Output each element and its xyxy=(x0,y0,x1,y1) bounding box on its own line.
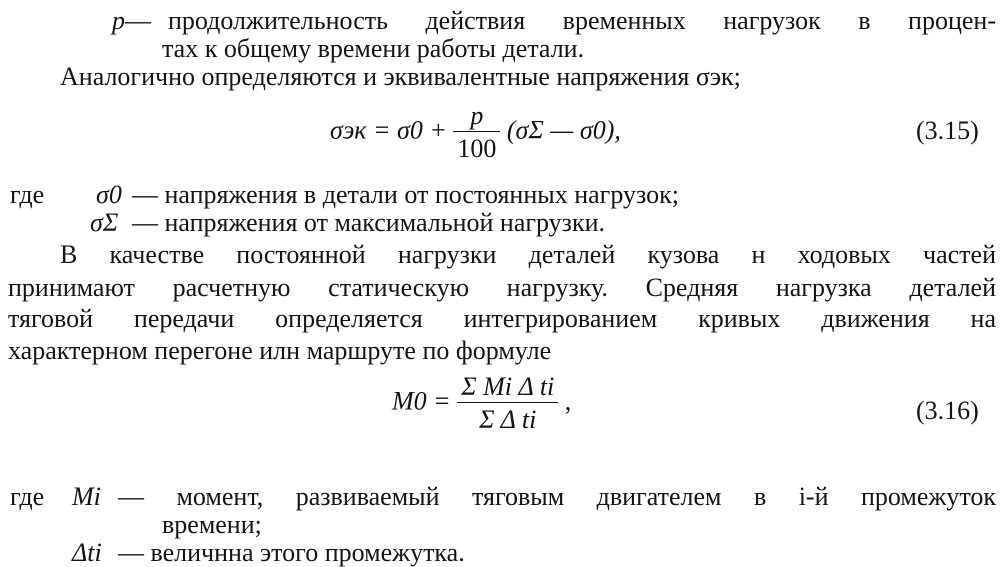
where-2-item-2-symbol: Δti xyxy=(72,538,102,567)
equation-3-15-fraction xyxy=(453,103,500,162)
equation-3-16-fraction xyxy=(457,374,558,433)
where-2-item-1-symbol: Mi xyxy=(72,482,101,511)
equation-3-16-numerator: Σ Mi Δ ti xyxy=(457,374,558,403)
equation-3-15-number: (3.15) xyxy=(916,116,979,145)
intro-sentence: Аналогично определяются и эквивалентные напряжения σэк; xyxy=(60,62,741,91)
equation-3-16-tail: , xyxy=(564,386,572,416)
equation-3-15 xyxy=(330,103,621,162)
where-1-item-2-symbol: σΣ xyxy=(90,208,119,237)
where-word-1: где xyxy=(10,180,45,209)
paragraph-line-1: В качестве постоянной нагрузки деталей кузова н ходовых частей xyxy=(60,240,996,269)
definition-p-symbol: p— xyxy=(112,6,151,35)
equation-3-16-denominator: Σ Δ ti xyxy=(479,405,537,434)
equation-3-15-lhs: σэк = σ0 + xyxy=(330,115,447,145)
where-1-item-1-text: — напряжения в детали от постоянных нагрузок; xyxy=(132,180,679,209)
where-word-2: где xyxy=(10,482,45,511)
equation-3-16 xyxy=(392,374,571,433)
paragraph-line-3: тяговой передачи определяется интегрированием кривых движения на xyxy=(8,304,996,333)
definition-p-line-2: тах к общему времени работы детали. xyxy=(162,34,585,63)
where-2-item-2-text: — величнна этого промежутка. xyxy=(118,538,465,567)
paragraph-line-4: характерном перегоне илн маршруте по формуле xyxy=(8,336,552,365)
equation-3-15-rhs: (σΣ — σ0), xyxy=(506,115,621,145)
definition-p-line-1: продолжительность действия временных нагрузок в процен- xyxy=(168,6,996,35)
paragraph-line-2: принимают расчетную статическую нагрузку. Средняя нагрузка деталей xyxy=(8,273,996,302)
where-2-item-1-text: — момент, развиваемый тяговым двигателем в i-й промежуток xyxy=(118,482,996,511)
equation-3-15-denominator: 100 xyxy=(457,134,497,163)
equation-3-16-number: (3.16) xyxy=(916,396,979,425)
where-1-item-1-symbol: σ0 xyxy=(96,180,122,209)
where-2-item-1-cont: времени; xyxy=(162,510,262,539)
where-1-item-2-text: — напряжения от максимальной нагрузки. xyxy=(132,208,606,237)
equation-3-16-lhs: M0 = xyxy=(392,386,451,416)
equation-3-15-numerator: p xyxy=(453,103,500,132)
